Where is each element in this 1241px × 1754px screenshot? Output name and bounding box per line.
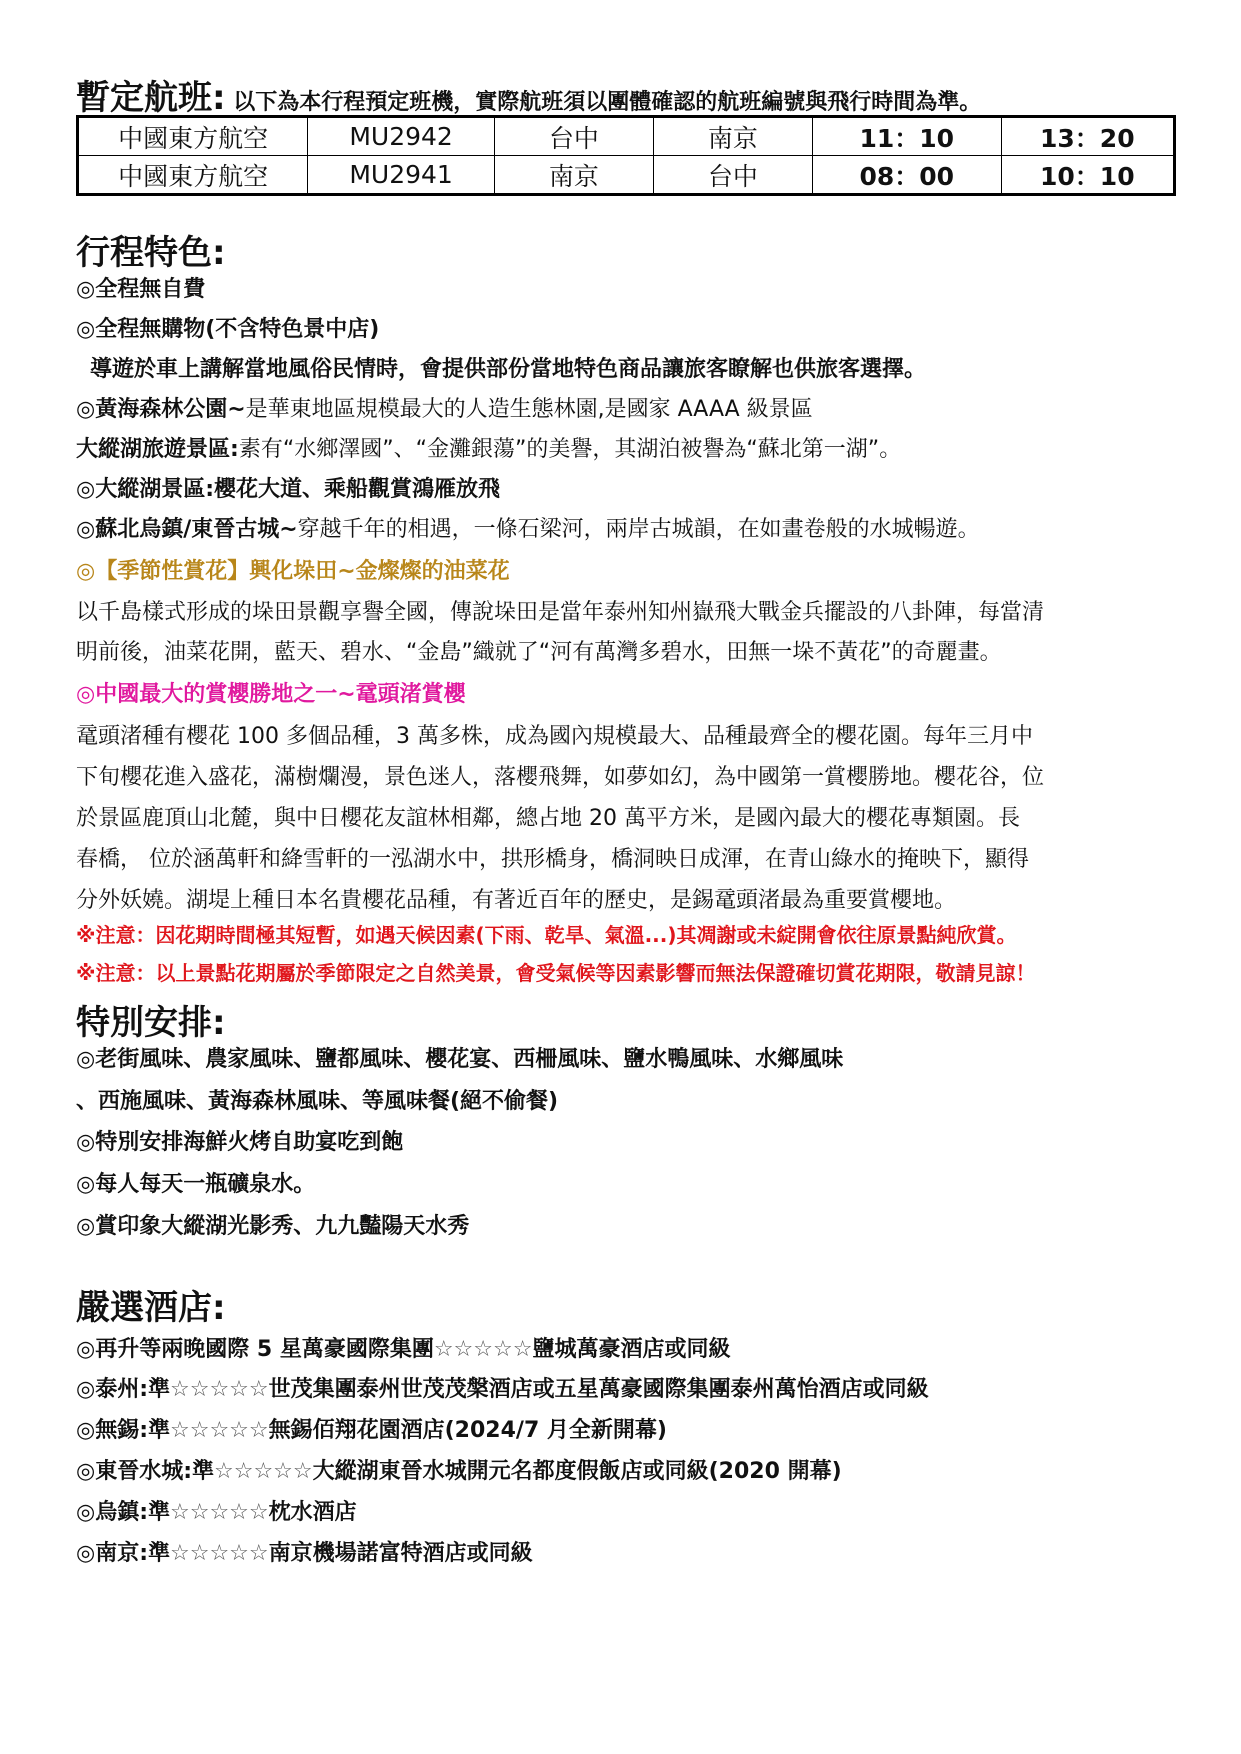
star-rating-icon: ☆☆☆☆☆	[214, 1459, 313, 1484]
hotel-name: 鹽城萬豪酒店或同級	[532, 1337, 731, 1362]
hotel-item	[76, 1416, 667, 1446]
star-rating-icon: ☆☆☆☆☆	[170, 1500, 269, 1525]
hotel-name: 世茂集團泰州世茂茂槃酒店或五星萬豪國際集團泰州萬怡酒店或同級	[268, 1377, 929, 1402]
feature-cherry-boulevard: ◎大縱湖景區:櫻花大道、乘船觀賞鴻雁放飛	[76, 477, 500, 502]
flight-heading: 暫定航班:	[76, 78, 226, 118]
hotel-item	[76, 1375, 929, 1405]
features-heading: 行程特色:	[76, 233, 226, 273]
cherry-desc-line: 春橋， 位於涵萬軒和絳雪軒的一泓湖水中，拱形橋身，橋洞映日成渾，在青山綠水的掩映下，顯得	[76, 847, 1029, 872]
flight-row	[78, 156, 1175, 195]
seasonal-desc-line: 明前後，油菜花開，藍天、碧水、“金島”織就了“河有萬灣多碧水，田無一垛不黃花”的奇麗畫。	[76, 640, 1002, 665]
water-town-desc: 穿越千年的相遇，一條石梁河，兩岸古城韻，在如畫卷般的水城暢遊。	[297, 517, 980, 542]
hotel-item	[76, 1457, 842, 1487]
hotel-name: 枕水酒店	[268, 1500, 357, 1525]
special-water: ◎每人每天一瓶礦泉水。	[76, 1172, 316, 1197]
feature-water-town	[76, 515, 980, 545]
hotel-city: ◎南京:準	[76, 1541, 170, 1566]
forest-park-desc: 是華東地區規模最大的人造生態林園,是國家 AAAA 級景區	[245, 397, 813, 422]
flight-number-cell: MU2942	[308, 117, 494, 156]
seasonal-desc-line: 以千島樣式形成的垛田景觀享譽全國，傳說垛田是當年泰州知州嶽飛大戰金兵擺設的八卦陣，每當清	[76, 600, 1045, 625]
star-rating-icon: ☆☆☆☆☆	[433, 1337, 533, 1362]
hotel-city: ◎泰州:準	[76, 1377, 170, 1402]
hotel-name: 大縱湖東晉水城開元名都度假飯店或同級(2020 開幕)	[312, 1459, 842, 1484]
water-town-title: ◎蘇北烏鎮/東晉古城~	[76, 517, 298, 542]
notice-flower-period: ※注意：因花期時間極其短暫，如遇天候因素(下雨、乾旱、氣溫...)其凋謝或未綻開會依往原景點純欣賞。	[76, 923, 1017, 947]
special-heading: 特別安排:	[76, 1003, 226, 1043]
hotel-name: 南京機場諾富特酒店或同級	[268, 1541, 533, 1566]
arrival-city-cell: 南京	[653, 117, 812, 156]
arrival-time-cell: 10：10	[1001, 156, 1174, 195]
hotel-city: ◎東晉水城:準	[76, 1459, 214, 1484]
feature-no-optional: ◎全程無自費	[76, 277, 206, 302]
departure-time-cell: 11：10	[812, 117, 1001, 156]
hotels-heading: 嚴選酒店:	[76, 1288, 226, 1328]
feature-forest-park	[76, 395, 813, 425]
special-meals-cont: 、西施風味、黃海森林風味、等風味餐(絕不偷餐)	[76, 1089, 559, 1114]
airline-cell: 中國東方航空	[78, 156, 308, 195]
hotel-name: 無錫佰翔花園酒店(2024/7 月全新開幕)	[268, 1418, 667, 1443]
hotel-city: ◎烏鎮:準	[76, 1500, 170, 1525]
star-rating-icon: ☆☆☆☆☆	[170, 1377, 269, 1402]
hotel-upgrade-label: ◎再升等兩晚國際 5 星萬豪國際集團	[76, 1337, 434, 1362]
notice-seasonal: ※注意：以上景點花期屬於季節限定之自然美景，會受氣候等因素影響而無法保證確切賞花期限，敬請見諒！	[76, 961, 1036, 985]
star-rating-icon: ☆☆☆☆☆	[170, 1418, 269, 1443]
flight-note: 以下為本行程預定班機，實際航班須以團體確認的航班編號與飛行時間為準。	[225, 90, 982, 115]
seasonal-flower-title: ◎【季節性賞花】興化垛田~金燦燦的油菜花	[76, 559, 510, 584]
hotel-city: ◎無錫:準	[76, 1418, 170, 1443]
cherry-desc-line: 於景區鹿頂山北麓，與中日櫻花友誼林相鄰，總占地 20 萬平方米，是國內最大的櫻花專類園。長	[76, 806, 1020, 831]
airline-cell: 中國東方航空	[78, 117, 308, 156]
dazong-lake-desc: 素有“水鄉澤國”、“金灘銀蕩”的美譽，其湖泊被譽為“蘇北第一湖”。	[238, 437, 902, 462]
departure-city-cell: 台中	[494, 117, 653, 156]
special-seafood-buffet: ◎特別安排海鮮火烤自助宴吃到飽	[76, 1130, 404, 1155]
flight-number-cell: MU2941	[308, 156, 494, 195]
cherry-desc-line: 下旬櫻花進入盛花，滿樹爛漫，景色迷人，落櫻飛舞，如夢如幻，為中國第一賞櫻勝地。櫻花谷，位	[76, 765, 1045, 790]
star-rating-icon: ☆☆☆☆☆	[170, 1541, 269, 1566]
hotel-item	[76, 1539, 533, 1569]
flight-table	[76, 115, 1176, 196]
feature-dazong-lake	[76, 435, 901, 465]
arrival-time-cell: 13：20	[1001, 117, 1174, 156]
special-shows: ◎賞印象大縱湖光影秀、九九豔陽天水秀	[76, 1214, 470, 1239]
hotel-item	[76, 1335, 730, 1365]
hotel-item	[76, 1498, 357, 1528]
flight-row	[78, 117, 1175, 156]
departure-city-cell: 南京	[494, 156, 653, 195]
departure-time-cell: 08：00	[812, 156, 1001, 195]
feature-no-shopping: ◎全程無購物(不含特色景中店)	[76, 317, 380, 342]
dazong-lake-title: 大縱湖旅遊景區:	[76, 437, 239, 462]
arrival-city-cell: 台中	[653, 156, 812, 195]
cherry-blossom-title: ◎中國最大的賞櫻勝地之一~鼋頭渚賞櫻	[76, 682, 466, 707]
feature-shopping-desc: 導遊於車上講解當地風俗民情時，會提供部份當地特色商品讓旅客瞭解也供旅客選擇。	[90, 357, 927, 382]
cherry-desc-line: 鼋頭渚種有櫻花 100 多個品種，3 萬多株，成為國內規模最大、品種最齊全的櫻花園。每年三月中	[76, 724, 1033, 749]
special-meals: ◎老街風味、農家風味、鹽都風味、櫻花宴、西柵風味、鹽水鴨風味、水鄉風味	[76, 1047, 844, 1072]
flight-header	[76, 70, 981, 119]
forest-park-title: ◎黃海森林公園~	[76, 397, 246, 422]
cherry-desc-line: 分外妖嬈。湖堤上種日本名貴櫻花品種，有著近百年的歷史，是錫鼋頭渚最為重要賞櫻地。	[76, 888, 957, 913]
